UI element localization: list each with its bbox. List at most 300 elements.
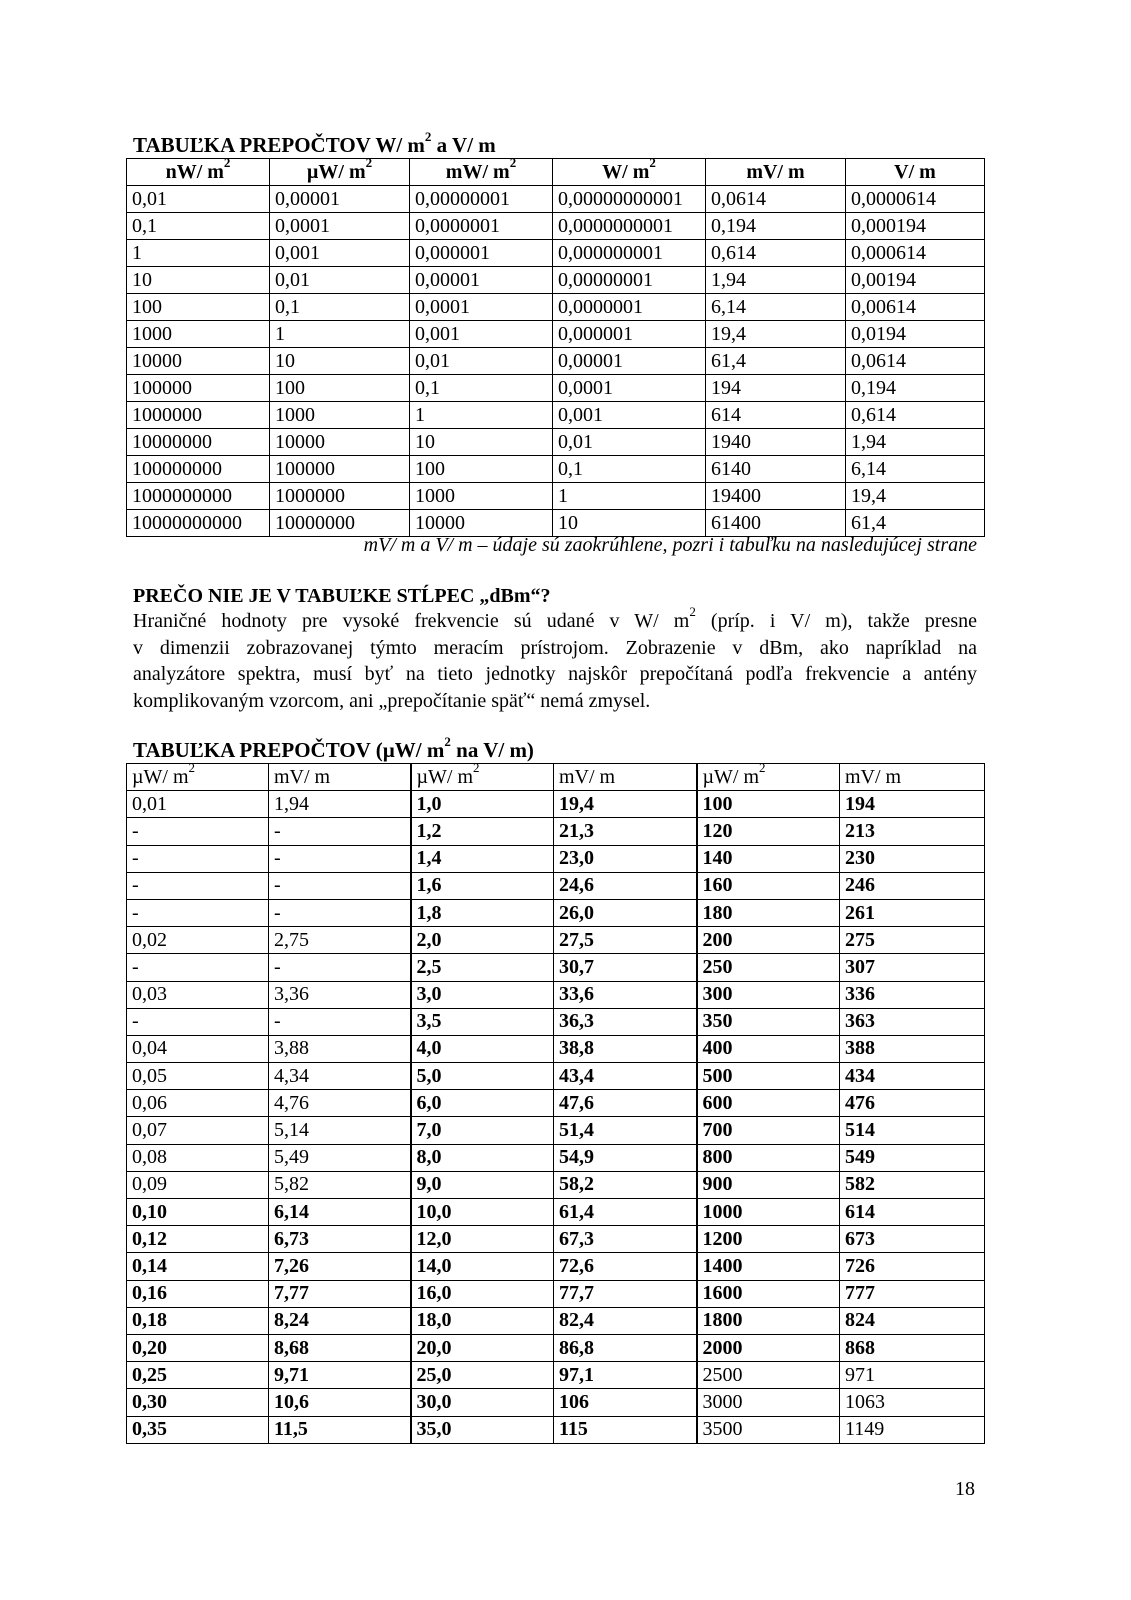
table-row xyxy=(127,791,985,818)
table-cell: 115 xyxy=(554,1416,697,1443)
header-unit: µW/ m xyxy=(132,765,189,788)
table-cell: 1,6 xyxy=(411,872,554,899)
table-cell: 0,194 xyxy=(706,213,846,240)
table-cell: 7,0 xyxy=(411,1117,554,1144)
table-cell: 0,0194 xyxy=(846,321,985,348)
table-row xyxy=(127,818,985,845)
table-cell: 6,0 xyxy=(411,1090,554,1117)
table-cell: 582 xyxy=(840,1171,985,1198)
table-cell: 0,0000614 xyxy=(846,186,985,213)
table-cell: 27,5 xyxy=(554,927,697,954)
table-row xyxy=(127,845,985,872)
table-cell: 5,49 xyxy=(269,1144,411,1171)
paragraph-text: Hraničné hodnoty pre vysoké frekvencie sú udané v W/ m xyxy=(133,610,690,632)
table-cell: 0,25 xyxy=(127,1362,269,1389)
table-cell: 0,000000001 xyxy=(553,240,706,267)
table-cell: 777 xyxy=(840,1280,985,1307)
table-cell: 500 xyxy=(697,1063,840,1090)
table-cell: 0,14 xyxy=(127,1253,269,1280)
table-cell: 1000 xyxy=(127,321,270,348)
table-cell: 824 xyxy=(840,1307,985,1334)
table-cell: 3,5 xyxy=(411,1008,554,1035)
table2-header-cell xyxy=(697,764,840,791)
table1-header-cell xyxy=(846,159,985,186)
table-cell: 10 xyxy=(553,510,706,537)
table2-header-row xyxy=(127,764,985,791)
table-cell: 61,4 xyxy=(846,510,985,537)
table-cell: 19,4 xyxy=(846,483,985,510)
header-unit-sup: 2 xyxy=(223,158,231,170)
table-cell: 1149 xyxy=(840,1416,985,1443)
table-cell: 700 xyxy=(697,1117,840,1144)
table-cell: 160 xyxy=(697,872,840,899)
table-cell: 6,73 xyxy=(269,1226,411,1253)
header-unit-sup: 2 xyxy=(509,158,517,170)
table-row xyxy=(127,294,985,321)
header-unit: nW/ m xyxy=(165,160,224,183)
table-cell: - xyxy=(127,845,269,872)
header-unit: mV/ m xyxy=(845,765,902,788)
table-cell: 8,68 xyxy=(269,1334,411,1361)
table-cell: 0,06 xyxy=(127,1090,269,1117)
table-cell: 1000 xyxy=(270,402,410,429)
table2-header-cell xyxy=(269,764,411,791)
table-cell: 673 xyxy=(840,1226,985,1253)
table-cell: 971 xyxy=(840,1362,985,1389)
table-cell: 2500 xyxy=(697,1362,840,1389)
table-cell: 4,34 xyxy=(269,1063,411,1090)
table-cell: 1 xyxy=(270,321,410,348)
table-row xyxy=(127,267,985,294)
table-cell: 1000000 xyxy=(270,483,410,510)
table2-caption-sup: 2 xyxy=(444,734,451,749)
table-cell: 3500 xyxy=(697,1416,840,1443)
table-row xyxy=(127,1008,985,1035)
table-cell: 2,75 xyxy=(269,927,411,954)
table-row xyxy=(127,1035,985,1062)
table-cell: 388 xyxy=(840,1035,985,1062)
table-cell: 363 xyxy=(840,1008,985,1035)
table-cell: 336 xyxy=(840,981,985,1008)
table-cell: 180 xyxy=(697,899,840,926)
table-cell: 100000 xyxy=(127,375,270,402)
table-cell: 2000 xyxy=(697,1334,840,1361)
table-cell: 5,14 xyxy=(269,1117,411,1144)
table-cell: 21,3 xyxy=(554,818,697,845)
table-cell: 86,8 xyxy=(554,1334,697,1361)
table-row xyxy=(127,1253,985,1280)
table-cell: 868 xyxy=(840,1334,985,1361)
table-cell: 10 xyxy=(270,348,410,375)
header-unit: µW/ m xyxy=(416,765,474,788)
table-cell: - xyxy=(127,899,269,926)
table-cell: 10000 xyxy=(270,429,410,456)
table-cell: 0,03 xyxy=(127,981,269,1008)
table-cell: 2,5 xyxy=(411,954,554,981)
header-unit: µW/ m xyxy=(306,160,366,183)
table-cell: 3,88 xyxy=(269,1035,411,1062)
paragraph-line xyxy=(133,635,977,662)
table-cell: 6,14 xyxy=(269,1199,411,1226)
table-cell: 10,0 xyxy=(411,1199,554,1226)
table-cell: 0,1 xyxy=(410,375,553,402)
table-cell: 9,71 xyxy=(269,1362,411,1389)
table-cell: 246 xyxy=(840,872,985,899)
table-row xyxy=(127,1334,985,1361)
table-row xyxy=(127,899,985,926)
table-cell: 19400 xyxy=(706,483,846,510)
table-cell: 0,30 xyxy=(127,1389,269,1416)
table1-header-row xyxy=(127,159,985,186)
table-cell: 33,6 xyxy=(554,981,697,1008)
table-row xyxy=(127,429,985,456)
header-unit: mV/ m xyxy=(274,765,331,788)
table-cell: 0,00001 xyxy=(553,348,706,375)
table-cell: 0,000001 xyxy=(410,240,553,267)
table-row xyxy=(127,1362,985,1389)
table-cell: 0,001 xyxy=(553,402,706,429)
paragraph-text: (príp. i V/ m), takže presne xyxy=(695,610,977,632)
table-cell: 97,1 xyxy=(554,1362,697,1389)
table-cell: 11,5 xyxy=(269,1416,411,1443)
table-cell: 18,0 xyxy=(411,1307,554,1334)
table-cell: 0,00001 xyxy=(270,186,410,213)
table-cell: 0,001 xyxy=(410,321,553,348)
table-cell: 800 xyxy=(697,1144,840,1171)
table-cell: 194 xyxy=(840,791,985,818)
table-cell: 0,0001 xyxy=(553,375,706,402)
table-cell: 0,0614 xyxy=(846,348,985,375)
table-cell: 0,01 xyxy=(127,791,269,818)
table-cell: 476 xyxy=(840,1090,985,1117)
table1-header-cell xyxy=(127,159,270,186)
table-cell: 0,000194 xyxy=(846,213,985,240)
table-row xyxy=(127,402,985,429)
table-row xyxy=(127,1199,985,1226)
table-cell: - xyxy=(127,1008,269,1035)
paragraph-line xyxy=(133,604,977,635)
table-cell: 0,01 xyxy=(553,429,706,456)
table-cell: 10000000 xyxy=(270,510,410,537)
table-cell: 43,4 xyxy=(554,1063,697,1090)
table-cell: 1,94 xyxy=(269,791,411,818)
table-cell: 61,4 xyxy=(706,348,846,375)
table-cell: 0,0000000001 xyxy=(553,213,706,240)
paragraph-line xyxy=(133,688,977,715)
table-cell: 1,8 xyxy=(411,899,554,926)
table-cell: 38,8 xyxy=(554,1035,697,1062)
section-paragraph xyxy=(133,604,977,714)
table-cell: 4,0 xyxy=(411,1035,554,1062)
table-cell: 0,614 xyxy=(706,240,846,267)
table-cell: 1940 xyxy=(706,429,846,456)
table-cell: - xyxy=(127,818,269,845)
table-cell: 0,1 xyxy=(553,456,706,483)
table-cell: 47,6 xyxy=(554,1090,697,1117)
page-number: 18 xyxy=(955,1478,975,1500)
table-row xyxy=(127,348,985,375)
table-row xyxy=(127,1416,985,1443)
table-cell: 0,02 xyxy=(127,927,269,954)
table-cell: 35,0 xyxy=(411,1416,554,1443)
table-cell: 20,0 xyxy=(411,1334,554,1361)
table-cell: 614 xyxy=(840,1199,985,1226)
paragraph-line xyxy=(133,661,977,688)
table1-caption-sup: 2 xyxy=(424,129,432,144)
table-cell: 100 xyxy=(697,791,840,818)
table-cell: 77,7 xyxy=(554,1280,697,1307)
section-heading: PREČO NIE JE V TABUĽKE STĹPEC „dBm“? xyxy=(133,585,551,607)
table-cell: 1 xyxy=(127,240,270,267)
table-cell: 0,01 xyxy=(270,267,410,294)
table-cell: 3000 xyxy=(697,1389,840,1416)
header-unit-sup: 2 xyxy=(473,763,480,775)
table-row xyxy=(127,1144,985,1171)
header-unit-sup: 2 xyxy=(188,763,196,775)
table-row xyxy=(127,483,985,510)
table-cell: 261 xyxy=(840,899,985,926)
table-cell: 7,77 xyxy=(269,1280,411,1307)
table-row xyxy=(127,1307,985,1334)
table-cell: 6,14 xyxy=(706,294,846,321)
table2-header-cell xyxy=(554,764,697,791)
paragraph-sup: 2 xyxy=(689,604,696,620)
paragraph-text: v dimenzii zobrazovanej týmto meracím prístrojom. Zobrazenie v dBm, ako napríklad na xyxy=(133,636,977,659)
table-cell: 350 xyxy=(697,1008,840,1035)
table-cell: 4,76 xyxy=(269,1090,411,1117)
table-cell: 10000 xyxy=(127,348,270,375)
table-cell: 194 xyxy=(706,375,846,402)
table-cell: 82,4 xyxy=(554,1307,697,1334)
table-cell: 14,0 xyxy=(411,1253,554,1280)
table-cell: 24,6 xyxy=(554,872,697,899)
table-cell: 9,0 xyxy=(411,1171,554,1198)
table1-caption xyxy=(133,129,496,157)
table-cell: 100000 xyxy=(270,456,410,483)
table-row xyxy=(127,213,985,240)
header-unit-sup: 2 xyxy=(649,158,656,170)
table-cell: 100000000 xyxy=(127,456,270,483)
table1-footnote: mV/ m a V/ m – údaje sú zaokrúhlene, pozri i tabuľku na nasledujúcej strane xyxy=(363,534,977,556)
table-cell: 1000000000 xyxy=(127,483,270,510)
table-cell: 6,14 xyxy=(846,456,985,483)
table-cell: 8,24 xyxy=(269,1307,411,1334)
table-cell: 0,194 xyxy=(846,375,985,402)
table2-header-cell xyxy=(411,764,554,791)
table-cell: 0,00000001 xyxy=(410,186,553,213)
table-cell: 250 xyxy=(697,954,840,981)
table-cell: 10000 xyxy=(410,510,553,537)
paragraph-text: analyzátore spektra, musí byť na tieto jednotky najskôr prepočítaná podľa frekvencie a antény xyxy=(133,663,977,685)
table-row xyxy=(127,321,985,348)
table-cell: 0,00000000001 xyxy=(553,186,706,213)
table-cell: 0,000614 xyxy=(846,240,985,267)
table-row xyxy=(127,1389,985,1416)
table-cell: 400 xyxy=(697,1035,840,1062)
table-cell: 1063 xyxy=(840,1389,985,1416)
table-row xyxy=(127,1226,985,1253)
table-cell: 0,35 xyxy=(127,1416,269,1443)
table-cell: - xyxy=(269,899,411,926)
table-cell: 23,0 xyxy=(554,845,697,872)
table-cell: 0,000001 xyxy=(553,321,706,348)
table-cell: 58,2 xyxy=(554,1171,697,1198)
table-row xyxy=(127,456,985,483)
table-cell: 0,0001 xyxy=(270,213,410,240)
table-cell: 200 xyxy=(697,927,840,954)
table-cell: 19,4 xyxy=(554,791,697,818)
table-cell: 900 xyxy=(697,1171,840,1198)
table2-caption xyxy=(133,734,534,762)
table-cell: 7,26 xyxy=(269,1253,411,1280)
table1-caption-text: TABUĽKA PREPOČTOV W/ m xyxy=(133,133,425,157)
table-cell: 1000 xyxy=(410,483,553,510)
table-cell: 0,614 xyxy=(846,402,985,429)
table-cell: 100 xyxy=(410,456,553,483)
table2-caption-suffix: na V/ m) xyxy=(450,738,534,762)
table-cell: 549 xyxy=(840,1144,985,1171)
table-cell: 0,001 xyxy=(270,240,410,267)
table-cell: - xyxy=(127,954,269,981)
table-cell: 307 xyxy=(840,954,985,981)
table-cell: 0,20 xyxy=(127,1334,269,1361)
table-cell: 0,00614 xyxy=(846,294,985,321)
table1-caption-suffix: a V/ m xyxy=(431,133,496,157)
table-cell: 0,10 xyxy=(127,1199,269,1226)
table-cell: - xyxy=(269,818,411,845)
header-unit: mW/ m xyxy=(445,160,510,183)
table-row xyxy=(127,510,985,537)
table-cell: 1800 xyxy=(697,1307,840,1334)
table-cell: 30,0 xyxy=(411,1389,554,1416)
table-cell: 434 xyxy=(840,1063,985,1090)
table-cell: 10000000000 xyxy=(127,510,270,537)
table-cell: 100 xyxy=(127,294,270,321)
table-cell: 1000 xyxy=(697,1199,840,1226)
table-cell: 0,07 xyxy=(127,1117,269,1144)
table-cell: 300 xyxy=(697,981,840,1008)
table-row xyxy=(127,954,985,981)
table-cell: 140 xyxy=(697,845,840,872)
table-cell: 54,9 xyxy=(554,1144,697,1171)
table-row xyxy=(127,1117,985,1144)
table-cell: 5,0 xyxy=(411,1063,554,1090)
table-cell: 0,01 xyxy=(127,186,270,213)
table-cell: 25,0 xyxy=(411,1362,554,1389)
table-row xyxy=(127,1280,985,1307)
table-cell: 1,0 xyxy=(411,791,554,818)
table-cell: 0,0001 xyxy=(410,294,553,321)
table-row xyxy=(127,240,985,267)
table-cell: 1600 xyxy=(697,1280,840,1307)
table1-header-cell xyxy=(270,159,410,186)
table-cell: 36,3 xyxy=(554,1008,697,1035)
header-unit: V/ m xyxy=(894,160,936,183)
table-cell: 51,4 xyxy=(554,1117,697,1144)
table-cell: 19,4 xyxy=(706,321,846,348)
table-cell: 3,36 xyxy=(269,981,411,1008)
table-cell: 26,0 xyxy=(554,899,697,926)
table-cell: 600 xyxy=(697,1090,840,1117)
table-cell: 1400 xyxy=(697,1253,840,1280)
table-cell: 0,00000001 xyxy=(553,267,706,294)
table-cell: 0,0000001 xyxy=(410,213,553,240)
table-cell: 1000000 xyxy=(127,402,270,429)
table-cell: 10000000 xyxy=(127,429,270,456)
table-cell: 1,94 xyxy=(846,429,985,456)
table-cell: 10 xyxy=(410,429,553,456)
table-cell: 1 xyxy=(553,483,706,510)
header-unit-sup: 2 xyxy=(365,158,373,170)
table-cell: 61,4 xyxy=(554,1199,697,1226)
table-cell: 275 xyxy=(840,927,985,954)
table-row xyxy=(127,375,985,402)
conversion-table-2 xyxy=(126,763,985,1444)
table-cell: 1200 xyxy=(697,1226,840,1253)
table-cell: 614 xyxy=(706,402,846,429)
table-cell: 10 xyxy=(127,267,270,294)
table-cell: 0,18 xyxy=(127,1307,269,1334)
table-cell: 0,01 xyxy=(410,348,553,375)
table-cell: 10,6 xyxy=(269,1389,411,1416)
paragraph-text: komplikovaným vzorcom, ani „prepočítanie späť“ nemá zmysel. xyxy=(133,689,651,712)
table-cell: 5,82 xyxy=(269,1171,411,1198)
table-cell: - xyxy=(127,872,269,899)
table-cell: 0,0000001 xyxy=(553,294,706,321)
table-cell: 67,3 xyxy=(554,1226,697,1253)
table-cell: - xyxy=(269,1008,411,1035)
table-cell: 726 xyxy=(840,1253,985,1280)
table-cell: 61400 xyxy=(706,510,846,537)
table-cell: 106 xyxy=(554,1389,697,1416)
table-cell: 0,0614 xyxy=(706,186,846,213)
table-cell: 72,6 xyxy=(554,1253,697,1280)
table-cell: 2,0 xyxy=(411,927,554,954)
table-cell: - xyxy=(269,872,411,899)
table-cell: 0,05 xyxy=(127,1063,269,1090)
table-cell: 16,0 xyxy=(411,1280,554,1307)
table-cell: 3,0 xyxy=(411,981,554,1008)
table-row xyxy=(127,872,985,899)
table-cell: 1,94 xyxy=(706,267,846,294)
table-cell: 0,12 xyxy=(127,1226,269,1253)
table-cell: 0,08 xyxy=(127,1144,269,1171)
table-cell: 0,00001 xyxy=(410,267,553,294)
table-cell: 0,1 xyxy=(127,213,270,240)
table-cell: - xyxy=(269,845,411,872)
table2-header-cell xyxy=(127,764,269,791)
table-cell: 0,16 xyxy=(127,1280,269,1307)
table1-header-cell xyxy=(553,159,706,186)
table-cell: 0,04 xyxy=(127,1035,269,1062)
table-cell: 1,2 xyxy=(411,818,554,845)
table-cell: - xyxy=(269,954,411,981)
header-unit: µW/ m xyxy=(702,765,760,788)
table-cell: 120 xyxy=(697,818,840,845)
header-unit: W/ m xyxy=(602,160,650,183)
table-cell: 8,0 xyxy=(411,1144,554,1171)
header-unit: mV/ m xyxy=(559,765,616,788)
table-row xyxy=(127,1171,985,1198)
table1-header-cell xyxy=(410,159,553,186)
table-cell: 230 xyxy=(840,845,985,872)
table-cell: 0,00194 xyxy=(846,267,985,294)
table-cell: 213 xyxy=(840,818,985,845)
table-cell: 1 xyxy=(410,402,553,429)
table-cell: 12,0 xyxy=(411,1226,554,1253)
conversion-table-1 xyxy=(126,158,985,537)
header-unit-sup: 2 xyxy=(759,763,766,775)
